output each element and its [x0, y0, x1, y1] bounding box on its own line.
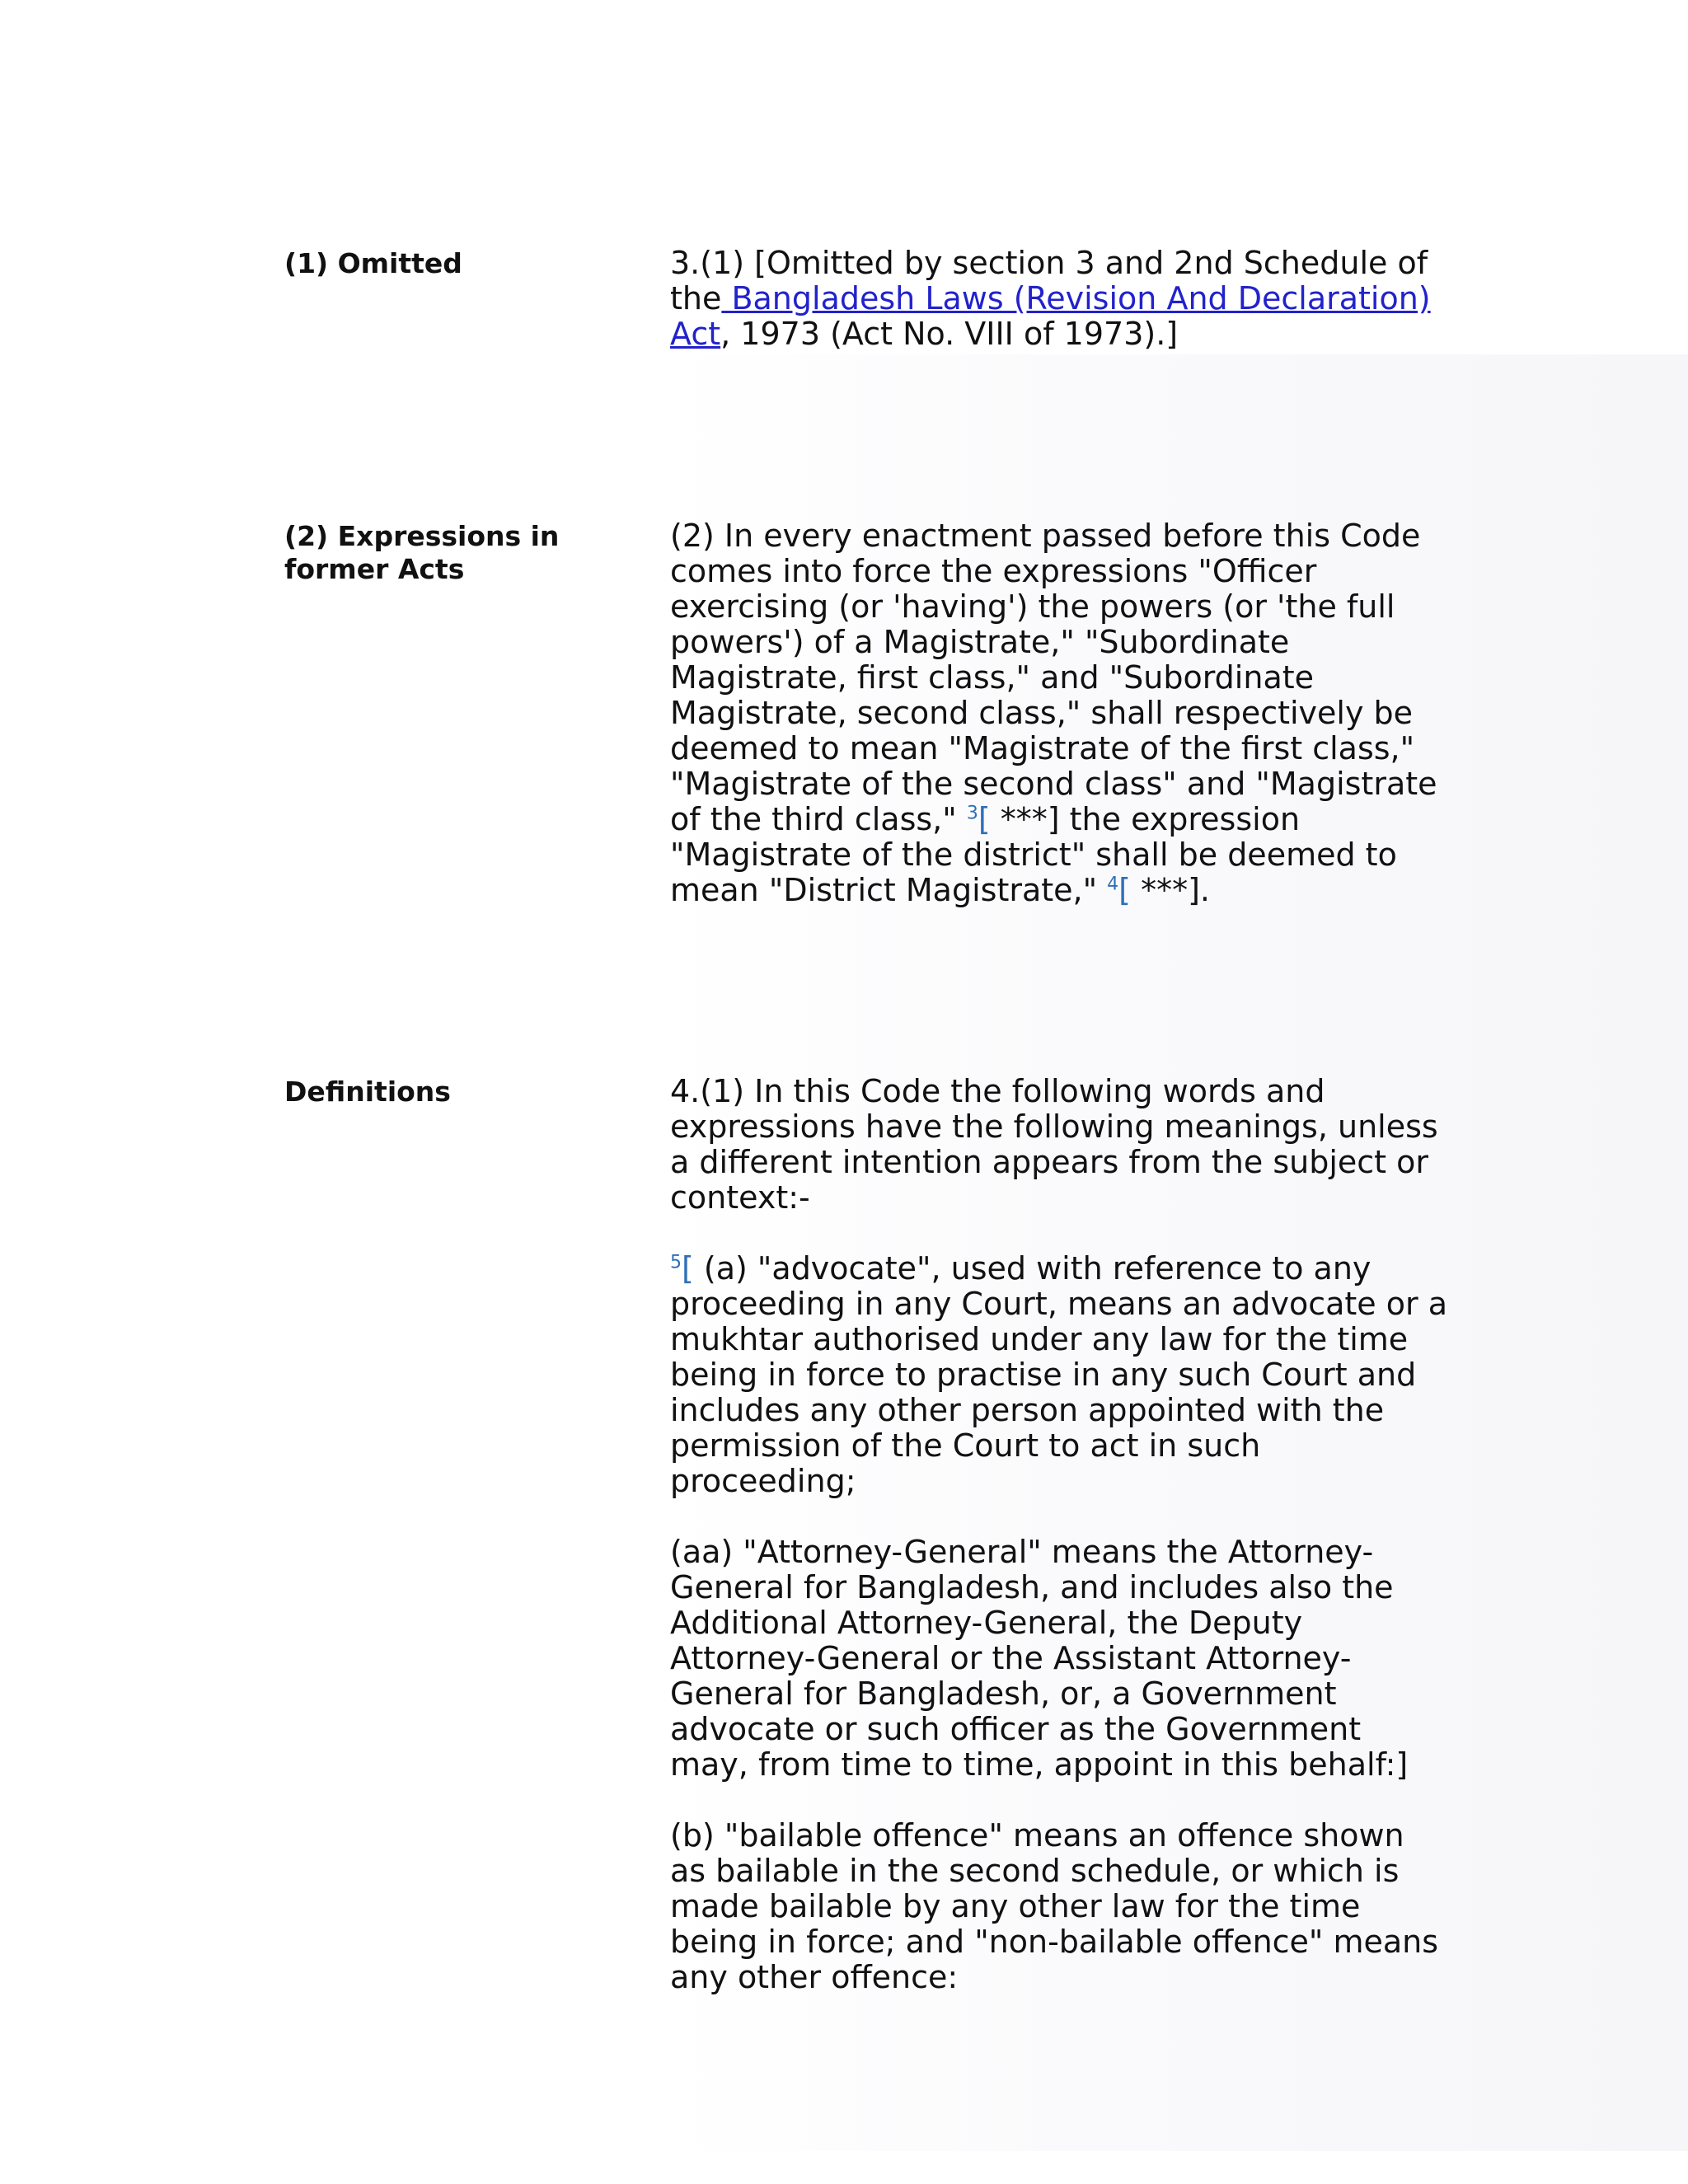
- footnote-bracket-3: [: [978, 801, 991, 837]
- section-3-2-text-part-a: (2) In every enactment passed before this Code comes into force the expressions "Officer exercising (or 'having') the powers (or 'the full powers') of a Magistrate," "Subordinate Magistrate, first class," and "Subordinate Magistrate, second class," shall respectively be deemed to mean "Magistrate of the first class," "Magistrate of the second class" and "Magistrate of the third class,": [670, 518, 1437, 837]
- footnote-bracket-5: [: [682, 1250, 694, 1286]
- section-3-2-text: [670, 518, 1449, 908]
- section-3-2-text-part-c: ***].: [1131, 872, 1210, 908]
- side-note-definitions: Definitions: [284, 1076, 451, 1108]
- section-3-1-text-start: 3.(1) [Omitted by section 3 and 2nd Schedule of the: [670, 245, 1428, 316]
- section-4-intro: 4.(1) In this Code the following words and expressions have the following meanings, unless a different intention appears from the subject or context:-: [670, 1073, 1438, 1216]
- bangladesh-laws-act-link[interactable]: Bangladesh Laws (Revision And Declaration) Act: [670, 280, 1431, 352]
- section-3-2-text-part-b: ***] the expression "Magistrate of the district" shall be deemed to mean "District Magistrate,": [670, 801, 1397, 908]
- footnote-marker-3[interactable]: [967, 801, 991, 837]
- clause-b-bailable-offence: (b) "bailable offence" means an offence shown as bailable in the second schedule, or which is made bailable by any other law for the time being in force; and "non-bailable offence" means any other offence:: [670, 1817, 1439, 1995]
- clause-a-advocate: [670, 1251, 1449, 1499]
- footnote-marker-4[interactable]: [1107, 872, 1131, 908]
- clause-a-text: (a) "advocate", used with reference to any proceeding in any Court, means an advocate or a mukhtar authorised under any law for the time being in force to practise in any such Court and includes any other person appointed with the permission of the Court to act in such proceeding;: [670, 1250, 1447, 1499]
- side-note-omitted: (1) Omitted: [284, 247, 462, 279]
- footnote-marker-5[interactable]: [670, 1250, 694, 1286]
- clause-aa-attorney-general: (aa) "Attorney-General" means the Attorney-General for Bangladesh, and includes also the Additional Attorney-General, the Deputy Attorney-General or the Assistant Attorney-General for Bangladesh, or, a Government advocate or such officer as the Government may, from time to time, appoint in this behalf:]: [670, 1534, 1409, 1783]
- section-4-text: [670, 1074, 1449, 1995]
- footnote-bracket-4: [: [1118, 872, 1131, 908]
- section-3-1-text-end: , 1973 (Act No. VIII of 1973).]: [720, 316, 1179, 352]
- footnote-number-3: 3: [966, 803, 978, 824]
- footnote-number-5: 5: [670, 1252, 682, 1273]
- section-3-1-text: [670, 246, 1449, 352]
- side-note-expressions: (2) Expressions in former Acts: [284, 520, 560, 585]
- footnote-number-4: 4: [1107, 874, 1119, 895]
